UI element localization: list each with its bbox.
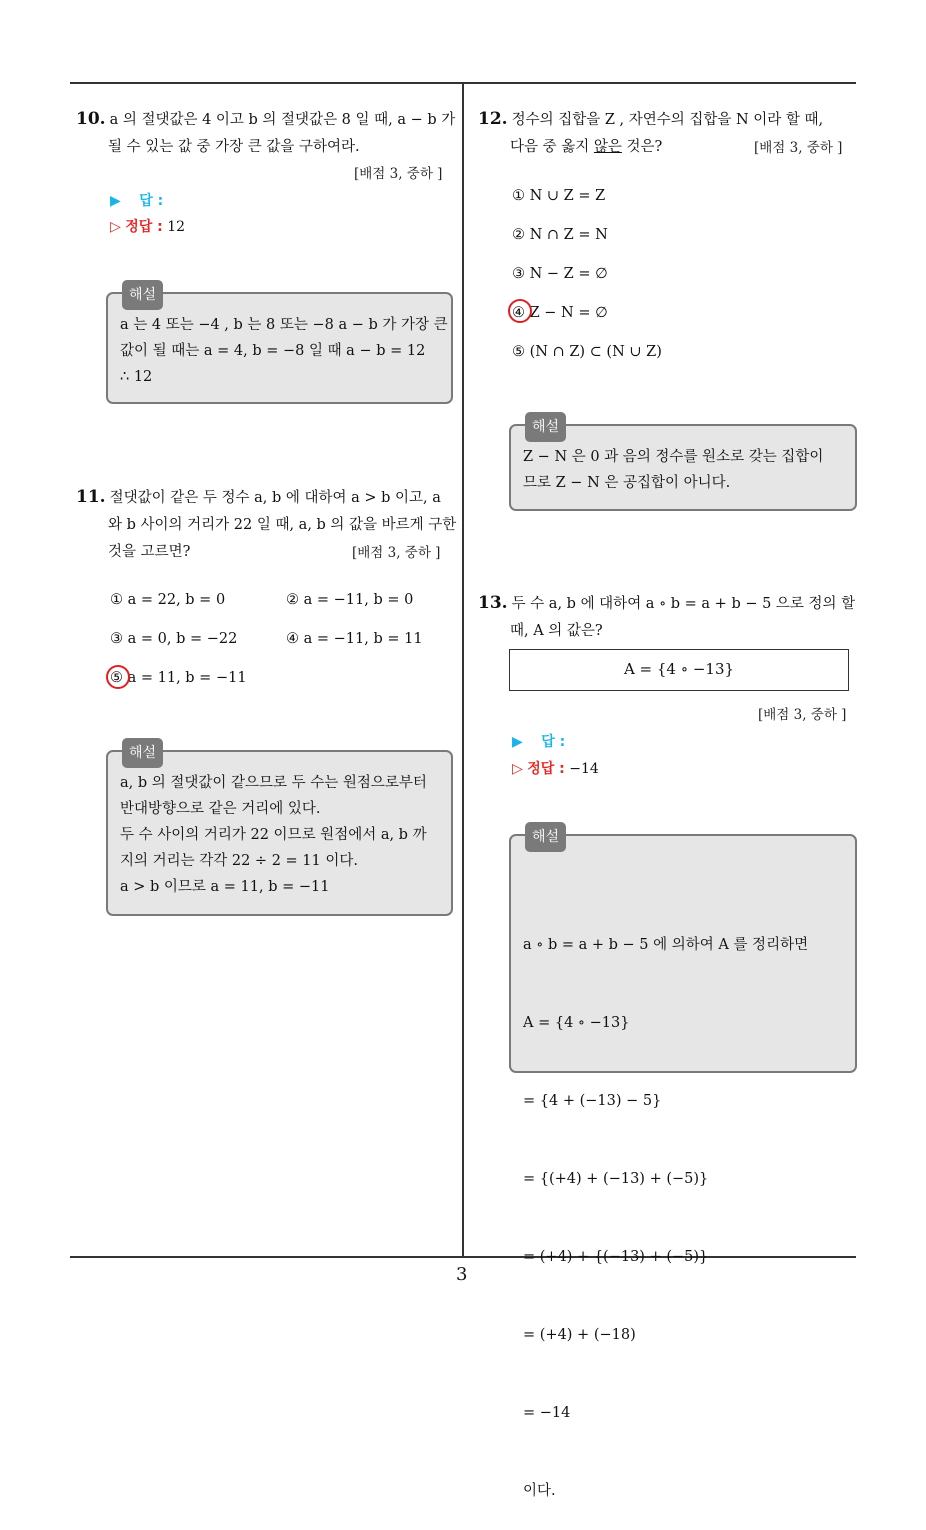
answer-line xyxy=(110,189,163,213)
solution-line: 값이 될 때는 a = 4, b = −8 일 때 a − b = 12 xyxy=(120,343,426,359)
choice-4[interactable]: ④ a = −11, b = 11 xyxy=(286,631,423,647)
solution-line: = {4 + (−13) − 5} xyxy=(523,1093,662,1109)
solution-line: A = {4 ∘ −13} xyxy=(523,1015,630,1031)
solution-tag: 해설 xyxy=(122,280,163,310)
solution-line: = (+4) + {(−13) + (−5)} xyxy=(523,1249,709,1265)
solution-tag: 해설 xyxy=(122,738,163,768)
choice-4[interactable]: ④ Z − N = ∅ xyxy=(512,305,608,321)
score-label: [배점 3, 중하 ] xyxy=(754,140,843,156)
solution-line: a > b 이므로 a = 11, b = −11 xyxy=(120,879,330,895)
formula-box: A = {4 ∘ −13} xyxy=(509,649,849,691)
question-text: 것을 고르면? xyxy=(108,544,191,560)
solution-line: ∴ 12 xyxy=(120,369,153,385)
choice-5[interactable]: ⑤ a = 11, b = −11 xyxy=(110,670,247,686)
correct-value: 12 xyxy=(167,219,186,235)
correct-label: 정답 : xyxy=(527,761,565,777)
answer-label: 답 : xyxy=(139,193,164,209)
choice-2[interactable]: ② a = −11, b = 0 xyxy=(286,592,414,608)
solution-line: a ∘ b = a + b − 5 에 의하여 A 를 정리하면 xyxy=(523,937,809,953)
correct-value: −14 xyxy=(569,761,599,777)
choice-3[interactable]: ③ a = 0, b = −22 xyxy=(110,631,238,647)
solution-line: 지의 거리는 각각 22 ÷ 2 = 11 이다. xyxy=(120,853,358,869)
choice-5[interactable]: ⑤ (N ∩ Z) ⊂ (N ∪ Z) xyxy=(512,344,662,360)
solution-box xyxy=(509,419,857,511)
question-number: 11. xyxy=(76,487,106,507)
page-number: 3 xyxy=(456,1264,468,1285)
solution-tag: 해설 xyxy=(525,822,566,852)
answer-line xyxy=(512,730,565,754)
score-label: [배점 3, 중하 ] xyxy=(758,707,847,723)
answer-label: 답 : xyxy=(541,734,566,750)
emphasis-underline: 않은 xyxy=(593,139,622,155)
question-number: 12. xyxy=(478,109,508,129)
correct-answer-line xyxy=(512,757,599,781)
play-icon: ▶ xyxy=(110,193,121,209)
solution-tag: 해설 xyxy=(525,412,566,442)
correct-choice-circle xyxy=(508,299,532,323)
solution-box xyxy=(106,287,453,404)
choice-3[interactable]: ③ N − Z = ∅ xyxy=(512,266,608,282)
question-text: 절댓값이 같은 두 정수 a, b 에 대하여 a > b 이고, a xyxy=(109,490,441,506)
solution-line: 반대방향으로 같은 거리에 있다. xyxy=(120,801,321,817)
question-text: 와 b 사이의 거리가 22 일 때, a, b 의 값을 바르게 구한 xyxy=(108,517,457,533)
solution-line: = −14 xyxy=(523,1405,571,1421)
question-number: 13. xyxy=(478,593,508,613)
solution-line: a, b 의 절댓값이 같으므로 두 수는 원점으로부터 xyxy=(120,775,427,791)
choice-1[interactable]: ① a = 22, b = 0 xyxy=(110,592,226,608)
solution-line: = {(+4) + (−13) + (−5)} xyxy=(523,1171,709,1187)
triangle-icon: ▷ xyxy=(110,219,121,235)
question-10 xyxy=(76,106,456,161)
correct-choice-circle xyxy=(106,665,130,689)
question-text: 때, A 의 값은? xyxy=(510,623,603,639)
correct-answer-line xyxy=(110,215,185,239)
solution-line: Z − N 은 0 과 음의 정수를 원소로 갖는 집합이 xyxy=(523,449,824,465)
question-number: 10. xyxy=(76,109,106,129)
choice-1[interactable]: ① N ∪ Z = Z xyxy=(512,188,606,204)
solution-line: a 는 4 또는 −4 , b 는 8 또는 −8 a − b 가 가장 큰 xyxy=(120,317,448,333)
column-divider xyxy=(462,82,464,1258)
question-text: 다음 중 옳지 않은 것은? xyxy=(510,139,663,155)
choice-2[interactable]: ② N ∩ Z = N xyxy=(512,227,608,243)
play-icon: ▶ xyxy=(512,734,523,750)
question-text: 될 수 있는 값 중 가장 큰 값을 구하여라. xyxy=(108,139,360,155)
solution-line: 므로 Z − N 은 공집합이 아니다. xyxy=(523,475,731,491)
correct-label: 정답 : xyxy=(125,219,163,235)
score-label: [배점 3, 중하 ] xyxy=(354,166,443,182)
solution-box xyxy=(509,829,857,1499)
solution-line: 이다. xyxy=(523,1483,556,1499)
question-13 xyxy=(478,590,863,645)
score-label: [배점 3, 중하 ] xyxy=(352,545,441,561)
question-text: 두 수 a, b 에 대하여 a ∘ b = a + b − 5 으로 정의 할 xyxy=(511,596,856,612)
triangle-icon: ▷ xyxy=(512,761,523,777)
solution-box xyxy=(106,745,453,916)
solution-line: 두 수 사이의 거리가 22 이므로 원점에서 a, b 까 xyxy=(120,827,427,843)
solution-line: = (+4) + (−18) xyxy=(523,1327,636,1343)
question-text: a 의 절댓값은 4 이고 b 의 절댓값은 8 일 때, a − b 가 xyxy=(109,112,456,128)
question-text: 정수의 집합을 Z , 자연수의 집합을 N 이라 할 때, xyxy=(511,112,824,128)
